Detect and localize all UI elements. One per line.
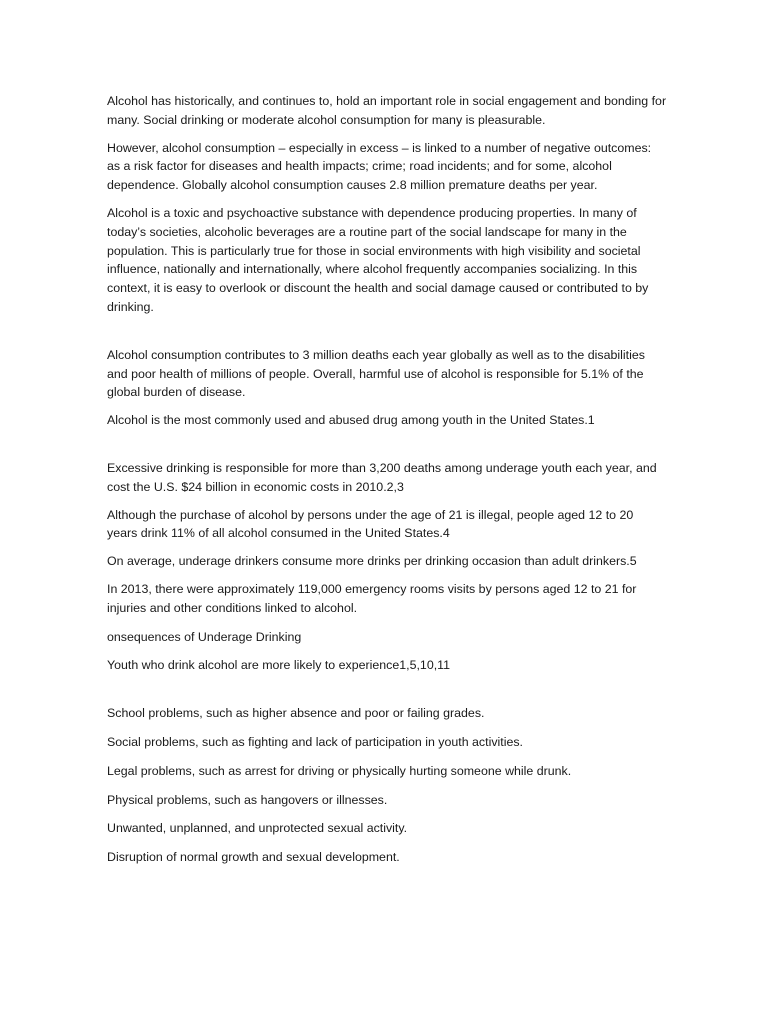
paragraph-underage-deaths: Excessive drinking is responsible for more than 3,200 deaths among underage youth each year, and cost the U.S. $24 billion in economic costs in 2010.2,3 bbox=[107, 460, 657, 494]
paragraph-negative-outcomes: However, alcohol consumption – especially in excess – is linked to a number of negative outcomes: as a risk factor for diseases and health impacts; crime; road incidents; and for some, alcohol dependence. Globally alcohol consumption causes 2.8 million premature deaths per year. bbox=[107, 140, 652, 193]
paragraph-youth-experience: Youth who drink alcohol are more likely to experience1,5,10,11 bbox=[107, 658, 451, 673]
paragraph-toxic-substance: Alcohol is a toxic and psychoactive substance with dependence producing properties. In many of today’s societies, alcoholic beverages are a routine part of the social landscape for many in the population. This is particularly true for those in social environments with high visibility and societal influence, nationally and internationally, where alcohol frequently accompanies socializing. In this context, it is easy to overlook or discount the health and social damage caused or contributed to by drinking. bbox=[107, 205, 649, 314]
paragraph-emergency-visits: In 2013, there were approximately 119,000 emergency rooms visits by persons aged 12 to 21 for injuries and other conditions linked to alcohol. bbox=[107, 581, 637, 615]
section-heading-consequences: onsequences of Underage Drinking bbox=[107, 629, 302, 644]
paragraph-global-deaths: Alcohol consumption contributes to 3 million deaths each year globally as well as to the disabilities and poor health of millions of people. Overall, harmful use of alcohol is responsible for 5.1% of the global burden of disease. bbox=[107, 347, 645, 400]
list-item-growth-disruption: Disruption of normal growth and sexual development. bbox=[107, 850, 400, 865]
list-item-physical-problems: Physical problems, such as hangovers or illnesses. bbox=[107, 792, 388, 807]
document-body bbox=[107, 92, 667, 867]
paragraph-purchase-illegal: Although the purchase of alcohol by persons under the age of 21 is illegal, people aged 12 to 20 years drink 11% of all alcohol consumed in the United States.4 bbox=[107, 507, 634, 541]
list-item-social-problems: Social problems, such as fighting and lack of participation in youth activities. bbox=[107, 734, 523, 749]
list-item-sexual-activity: Unwanted, unplanned, and unprotected sexual activity. bbox=[107, 821, 408, 836]
paragraph-alcohol-social-role: Alcohol has historically, and continues to, hold an important role in social engagement and bonding for many. Social drinking or moderate alcohol consumption for many is pleasurable. bbox=[107, 94, 667, 127]
list-item-legal-problems: Legal problems, such as arrest for driving or physically hurting someone while drunk. bbox=[107, 763, 572, 778]
paragraph-youth-drug: Alcohol is the most commonly used and abused drug among youth in the United States.1 bbox=[107, 413, 595, 428]
paragraph-drinks-per-occasion: On average, underage drinkers consume more drinks per drinking occasion than adult drinkers.5 bbox=[107, 554, 637, 569]
list-item-school-problems: School problems, such as higher absence and poor or failing grades. bbox=[107, 706, 485, 721]
